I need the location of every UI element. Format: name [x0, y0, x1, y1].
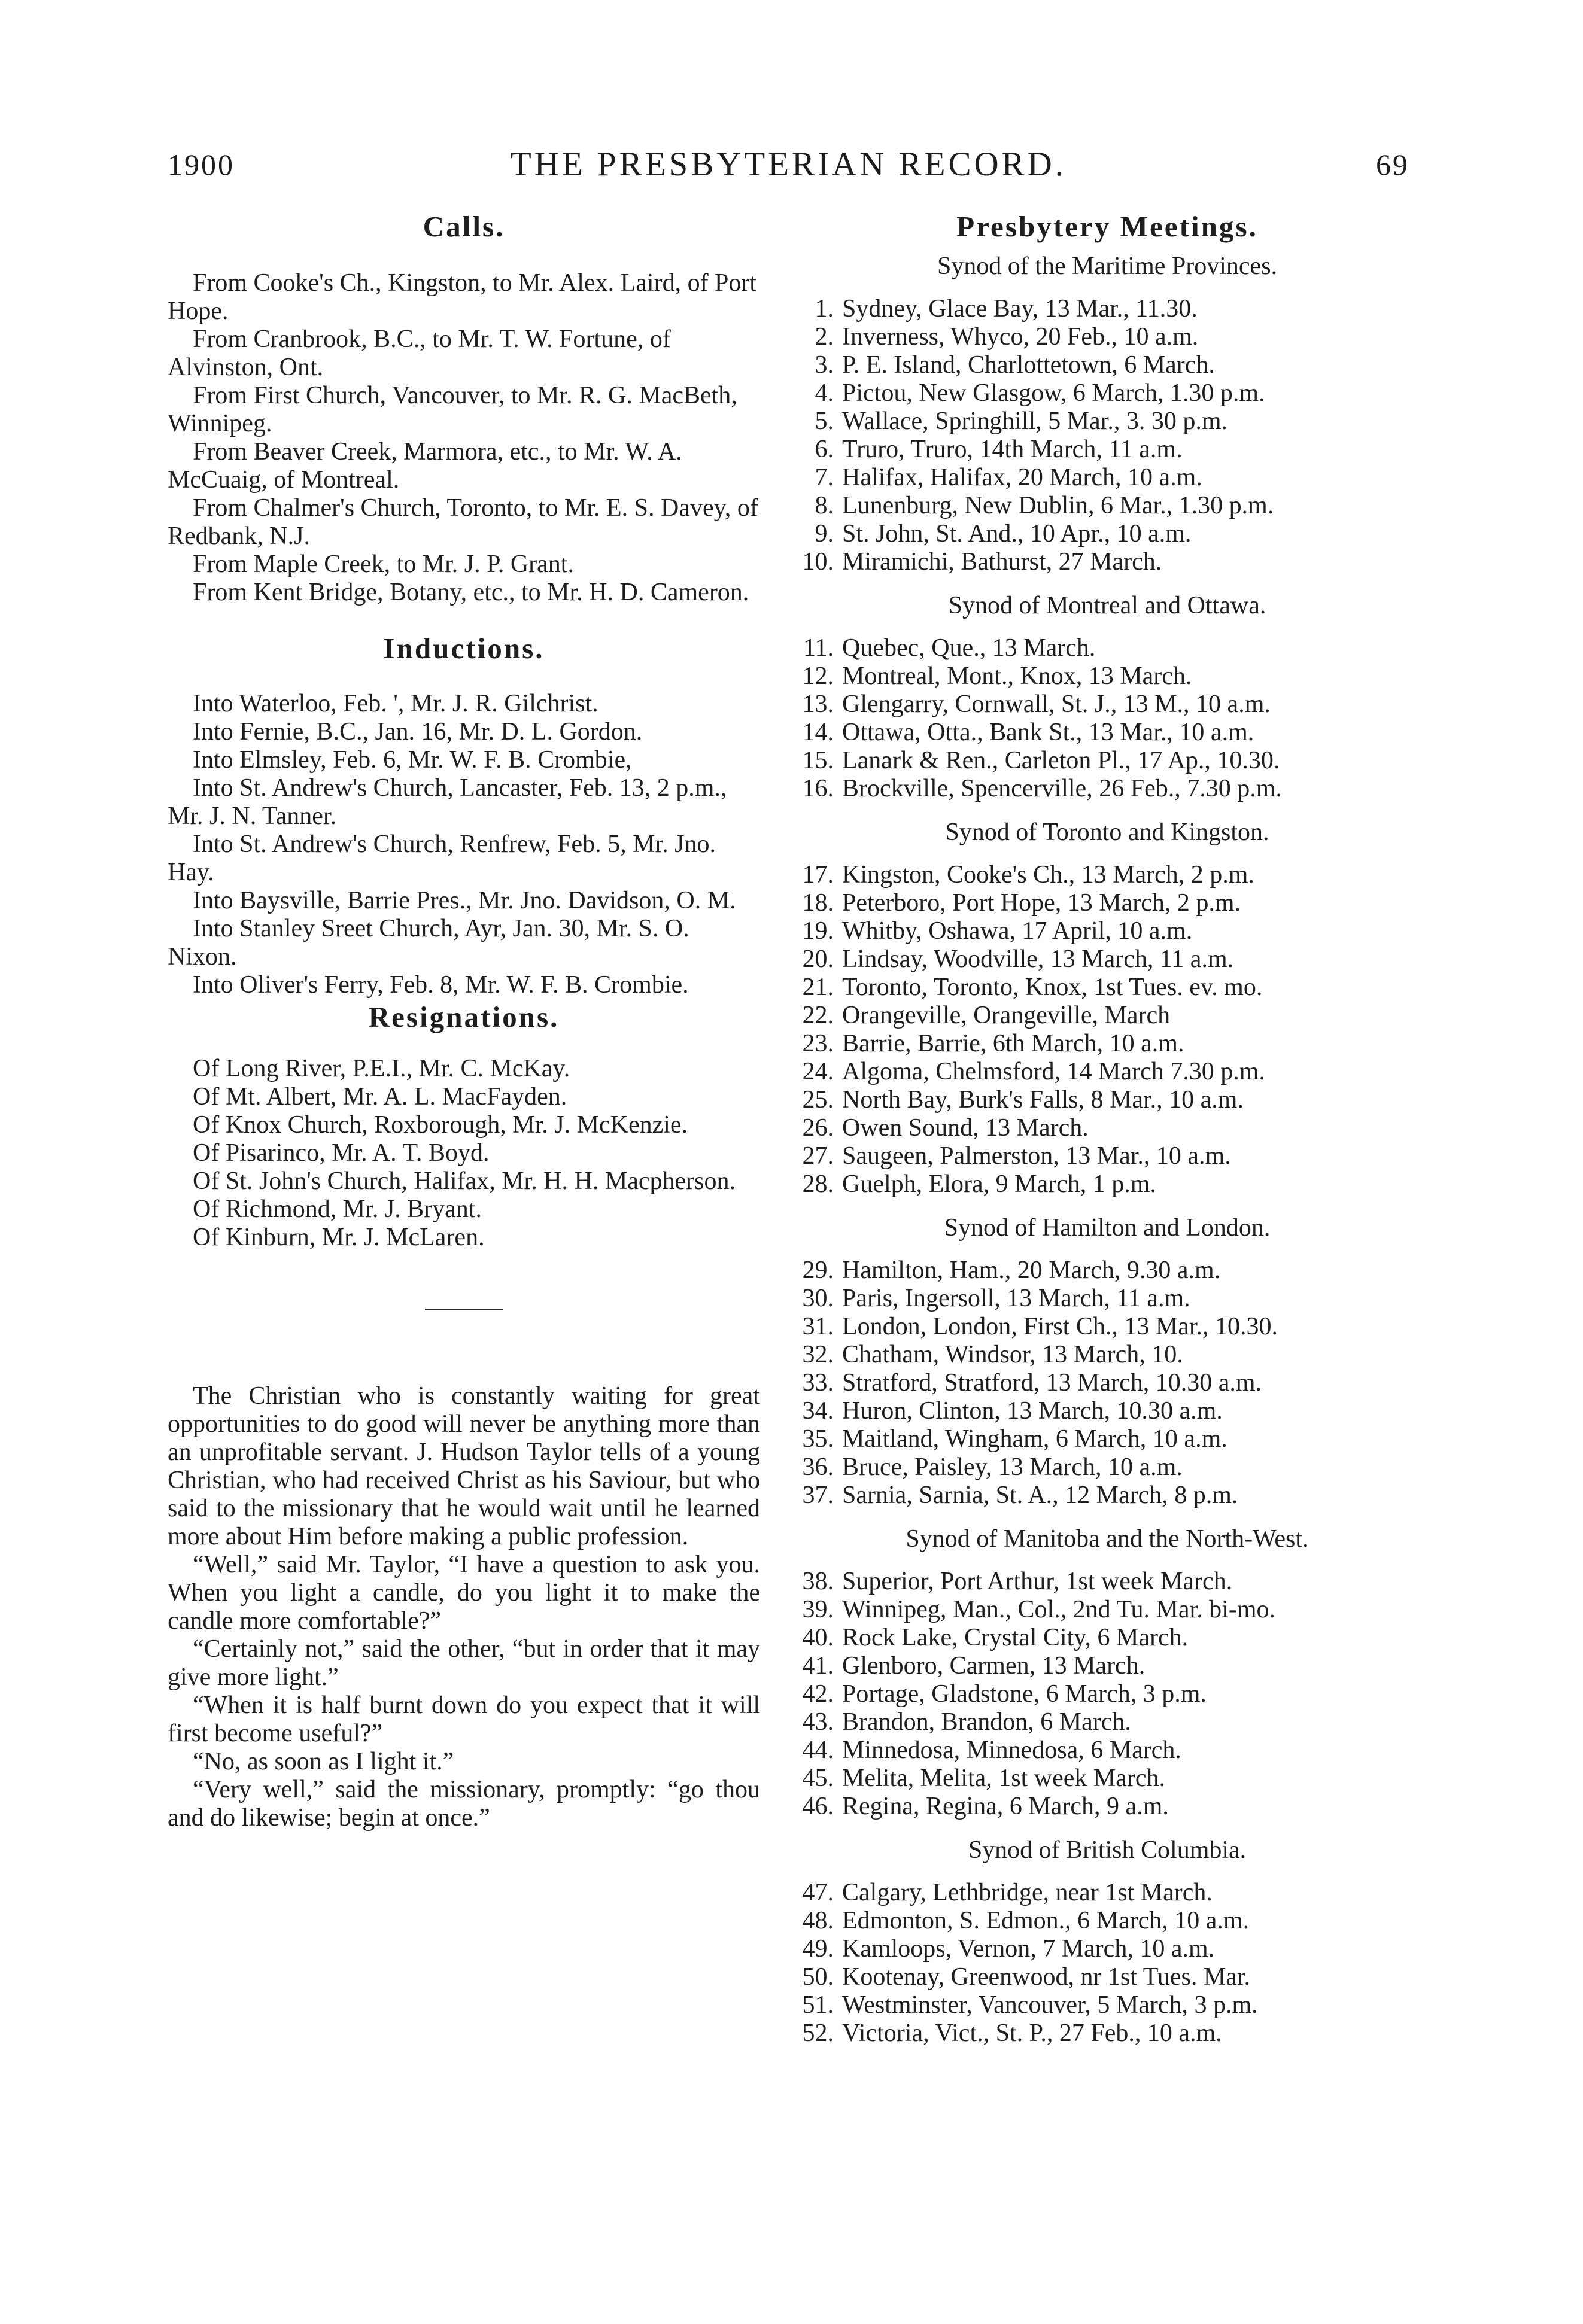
- right-column: [793, 212, 1421, 2048]
- meeting-item: [793, 1879, 1421, 1907]
- meeting-number: 14.: [802, 719, 834, 746]
- meeting-item: [793, 1058, 1421, 1086]
- meeting-number: 8.: [815, 492, 834, 519]
- meeting-item: [793, 1652, 1421, 1680]
- meeting-details: Edmonton, S. Edmon., 6 March, 10 a.m.: [842, 1907, 1250, 1934]
- meeting-details: Regina, Regina, 6 March, 9 a.m.: [842, 1793, 1169, 1820]
- meeting-list: [793, 1257, 1421, 1510]
- meeting-item: [793, 1170, 1421, 1198]
- meeting-details: Brockville, Spencerville, 26 Feb., 7.30 p.m.: [842, 775, 1282, 802]
- meeting-item: [793, 1736, 1421, 1765]
- meeting-details: Stratford, Stratford, 13 March, 10.30 a.m.: [842, 1369, 1262, 1397]
- meeting-item: [793, 1285, 1421, 1313]
- candle-story: [168, 1382, 760, 1832]
- meeting-item: [793, 861, 1421, 889]
- page-header: [168, 141, 1409, 188]
- meeting-details: Winnipeg, Man., Col., 2nd Tu. Mar. bi-mo.: [842, 1596, 1276, 1623]
- story-paragraph: “When it is half burnt down do you expect that it will first become useful?”: [168, 1692, 760, 1747]
- meeting-number: 30.: [802, 1285, 834, 1312]
- call-item: From Chalmer's Church, Toronto, to Mr. E. S. Davey, of Redbank, N.J.: [168, 494, 758, 550]
- meeting-item: [793, 1002, 1421, 1030]
- induction-item: Into Baysville, Barrie Pres., Mr. Jno. Davidson, O. M.: [193, 887, 736, 914]
- meeting-number: 29.: [802, 1257, 834, 1284]
- meeting-item: [793, 323, 1421, 351]
- meeting-number: 13.: [802, 690, 834, 718]
- call-item: From First Church, Vancouver, to Mr. R. G. MacBeth, Winnipeg.: [168, 382, 737, 437]
- meeting-number: 19.: [802, 917, 834, 945]
- synod-name: Synod of British Columbia.: [968, 1836, 1247, 1864]
- synod-name: Synod of Toronto and Kingston.: [945, 819, 1269, 846]
- meeting-details: Quebec, Que., 13 March.: [842, 634, 1096, 662]
- meeting-details: North Bay, Burk's Falls, 8 Mar., 10 a.m.: [842, 1086, 1244, 1114]
- induction-item: Into Stanley Sreet Church, Ayr, Jan. 30, Mr. S. O. Nixon.: [168, 915, 689, 971]
- synod-section: [793, 253, 1421, 576]
- call-item: From Maple Creek, to Mr. J. P. Grant.: [193, 550, 574, 578]
- meeting-item: [793, 662, 1421, 690]
- meeting-number: 51.: [802, 1991, 834, 2019]
- call-item: From Cranbrook, B.C., to Mr. T. W. Fortune, of Alvinston, Ont.: [168, 326, 671, 381]
- meeting-item: [793, 1369, 1421, 1397]
- meeting-details: Brandon, Brandon, 6 March.: [842, 1708, 1131, 1736]
- meeting-item: [793, 1453, 1421, 1482]
- presbytery-meetings-heading: Presbytery Meetings.: [956, 210, 1258, 243]
- meeting-number: 47.: [802, 1879, 834, 1906]
- meeting-details: Chatham, Windsor, 13 March, 10.: [842, 1341, 1183, 1368]
- meeting-number: 10.: [802, 548, 834, 576]
- meeting-item: [793, 917, 1421, 945]
- meeting-number: 41.: [802, 1652, 834, 1680]
- meeting-number: 50.: [802, 1963, 834, 1991]
- meeting-details: Guelph, Elora, 9 March, 1 p.m.: [842, 1170, 1156, 1198]
- meeting-number: 52.: [802, 2019, 834, 2047]
- meeting-item: [793, 492, 1421, 520]
- meeting-number: 37.: [802, 1482, 834, 1509]
- meeting-details: Calgary, Lethbridge, near 1st March.: [842, 1879, 1213, 1906]
- meeting-details: Kootenay, Greenwood, nr 1st Tues. Mar.: [842, 1963, 1251, 1991]
- meeting-number: 5.: [815, 407, 834, 435]
- synod-name: Synod of Montreal and Ottawa.: [948, 592, 1266, 619]
- meeting-details: Glengarry, Cornwall, St. J., 13 M., 10 a.m.: [842, 690, 1271, 718]
- meeting-list: [793, 1879, 1421, 2048]
- meeting-number: 38.: [802, 1568, 834, 1595]
- synod-name: Synod of Hamilton and London.: [944, 1214, 1271, 1242]
- meeting-details: St. John, St. And., 10 Apr., 10 a.m.: [842, 520, 1192, 547]
- meeting-details: Wallace, Springhill, 5 Mar., 3. 30 p.m.: [842, 407, 1228, 435]
- meeting-details: Barrie, Barrie, 6th March, 10 a.m.: [842, 1030, 1184, 1057]
- meeting-item: [793, 1257, 1421, 1285]
- meeting-item: [793, 407, 1421, 436]
- meeting-item: [793, 1624, 1421, 1652]
- induction-item: Into Elmsley, Feb. 6, Mr. W. F. B. Crombie,: [193, 746, 632, 774]
- meeting-number: 31.: [802, 1313, 834, 1340]
- meeting-item: [793, 1482, 1421, 1510]
- meeting-details: Owen Sound, 13 March.: [842, 1114, 1089, 1142]
- meeting-number: 11.: [803, 634, 834, 662]
- meeting-item: [793, 889, 1421, 917]
- header-page-number: 69: [1376, 148, 1409, 181]
- meeting-item: [793, 1397, 1421, 1425]
- synod-section: [793, 819, 1421, 1198]
- meeting-item: [793, 1963, 1421, 1991]
- meeting-number: 40.: [802, 1624, 834, 1651]
- header-year: 1900: [168, 148, 235, 181]
- meeting-number: 48.: [802, 1907, 834, 1934]
- story-paragraph: The Christian who is constantly waiting for great opportunities to do good will never be anything more than an unprofitable servant. J. Hudson Taylor tells of a young Christian, who had received Christ as his Saviour, but who said to the missionary that he would wait until he learned more about Him before making a public profession.: [168, 1382, 760, 1550]
- meeting-details: Minnedosa, Minnedosa, 6 March.: [842, 1736, 1181, 1764]
- story-paragraph: “Certainly not,” said the other, “but in order that it may give more light.”: [168, 1635, 760, 1691]
- meeting-details: Miramichi, Bathurst, 27 March.: [842, 548, 1162, 576]
- meeting-details: Lindsay, Woodville, 13 March, 11 a.m.: [842, 945, 1234, 973]
- meeting-details: Kamloops, Vernon, 7 March, 10 a.m.: [842, 1935, 1215, 1963]
- header-title: THE PRESBYTERIAN RECORD.: [510, 145, 1067, 183]
- meeting-item: [793, 295, 1421, 323]
- meeting-number: 43.: [802, 1708, 834, 1736]
- meeting-details: Montreal, Mont., Knox, 13 March.: [842, 662, 1192, 690]
- meeting-details: Orangeville, Orangeville, March: [842, 1002, 1171, 1029]
- resignation-item: Of Richmond, Mr. J. Bryant.: [193, 1196, 482, 1223]
- inductions-list: [168, 690, 760, 999]
- meeting-item: [793, 548, 1421, 576]
- call-item: From Cooke's Ch., Kingston, to Mr. Alex. Laird, of Port Hope.: [168, 269, 757, 325]
- meeting-number: 22.: [802, 1002, 834, 1029]
- meeting-number: 24.: [802, 1058, 834, 1085]
- meeting-details: Toronto, Toronto, Knox, 1st Tues. ev. mo.: [842, 974, 1263, 1001]
- meeting-number: 21.: [802, 974, 834, 1001]
- meeting-number: 16.: [802, 775, 834, 802]
- meeting-details: London, London, First Ch., 13 Mar., 10.30.: [842, 1313, 1278, 1340]
- meeting-item: [793, 634, 1421, 662]
- meeting-item: [793, 1765, 1421, 1793]
- meeting-item: [793, 1086, 1421, 1114]
- meeting-number: 33.: [802, 1369, 834, 1397]
- resignations-heading: Resignations.: [368, 1000, 560, 1033]
- induction-item: Into Oliver's Ferry, Feb. 8, Mr. W. F. B. Crombie.: [193, 971, 689, 999]
- meeting-list: [793, 861, 1421, 1198]
- meeting-item: [793, 1596, 1421, 1624]
- meeting-details: Ottawa, Otta., Bank St., 13 Mar., 10 a.m.: [842, 719, 1254, 746]
- meeting-number: 45.: [802, 1765, 834, 1792]
- meeting-number: 7.: [815, 464, 834, 491]
- meeting-number: 42.: [802, 1680, 834, 1708]
- meeting-details: Rock Lake, Crystal City, 6 March.: [842, 1624, 1189, 1651]
- meeting-number: 1.: [815, 295, 834, 323]
- meeting-item: [793, 1935, 1421, 1963]
- resignation-item: Of Pisarinco, Mr. A. T. Boyd.: [193, 1139, 490, 1167]
- meeting-details: Maitland, Wingham, 6 March, 10 a.m.: [842, 1425, 1227, 1453]
- meeting-number: 3.: [815, 351, 834, 379]
- meeting-number: 20.: [802, 945, 834, 973]
- calls-list: [168, 269, 760, 607]
- meeting-number: 2.: [815, 323, 834, 351]
- meeting-number: 44.: [802, 1736, 834, 1764]
- meeting-number: 26.: [802, 1114, 834, 1142]
- meeting-item: [793, 1793, 1421, 1821]
- synod-section: [793, 1836, 1421, 2048]
- meeting-number: 27.: [802, 1142, 834, 1170]
- induction-item: Into Waterloo, Feb. ', Mr. J. R. Gilchrist.: [193, 690, 598, 717]
- meeting-details: Paris, Ingersoll, 13 March, 11 a.m.: [842, 1285, 1190, 1312]
- meeting-details: Huron, Clinton, 13 March, 10.30 a.m.: [842, 1397, 1223, 1425]
- meeting-details: Sarnia, Sarnia, St. A., 12 March, 8 p.m.: [842, 1482, 1238, 1509]
- meeting-number: 28.: [802, 1170, 834, 1198]
- meeting-details: Lanark & Ren., Carleton Pl., 17 Ap., 10.30.: [842, 747, 1280, 774]
- meeting-item: [793, 351, 1421, 379]
- meeting-details: Melita, Melita, 1st week March.: [842, 1765, 1166, 1792]
- meeting-item: [793, 464, 1421, 492]
- meeting-details: Victoria, Vict., St. P., 27 Feb., 10 a.m.: [842, 2019, 1222, 2047]
- resignation-item: Of Long River, P.E.I., Mr. C. McKay.: [193, 1055, 570, 1082]
- synod-section: [793, 1214, 1421, 1510]
- meeting-list: [793, 1568, 1421, 1821]
- meeting-item: [793, 1907, 1421, 1935]
- meeting-number: 6.: [815, 436, 834, 463]
- meeting-details: Algoma, Chelmsford, 14 March 7.30 p.m.: [842, 1058, 1265, 1085]
- meeting-item: [793, 436, 1421, 464]
- induction-item: Into St. Andrew's Church, Renfrew, Feb. 5, Mr. Jno. Hay.: [168, 831, 716, 886]
- meeting-number: 25.: [802, 1086, 834, 1114]
- meeting-details: Glenboro, Carmen, 13 March.: [842, 1652, 1146, 1680]
- synod-section: [793, 1525, 1421, 1821]
- meeting-item: [793, 1680, 1421, 1708]
- meeting-item: [793, 1142, 1421, 1170]
- meeting-number: 9.: [815, 520, 834, 547]
- meeting-details: Sydney, Glace Bay, 13 Mar., 11.30.: [842, 295, 1198, 323]
- meeting-details: Lunenburg, New Dublin, 6 Mar., 1.30 p.m.: [842, 492, 1274, 519]
- meeting-item: [793, 747, 1421, 775]
- meeting-number: 46.: [802, 1793, 834, 1820]
- meeting-details: Pictou, New Glasgow, 6 March, 1.30 p.m.: [842, 379, 1265, 407]
- meeting-item: [793, 719, 1421, 747]
- meeting-details: Halifax, Halifax, 20 March, 10 a.m.: [842, 464, 1202, 491]
- meeting-item: [793, 945, 1421, 974]
- meeting-item: [793, 1030, 1421, 1058]
- meeting-details: P. E. Island, Charlottetown, 6 March.: [842, 351, 1215, 379]
- meeting-details: Saugeen, Palmerston, 13 Mar., 10 a.m.: [842, 1142, 1231, 1170]
- story-paragraph: “Well,” said Mr. Taylor, “I have a question to ask you. When you light a candle, do you light it to make the candle more comfortable?”: [168, 1551, 760, 1635]
- section-divider: [425, 1309, 503, 1310]
- meeting-list: [793, 295, 1421, 576]
- meeting-item: [793, 1114, 1421, 1142]
- meeting-details: Hamilton, Ham., 20 March, 9.30 a.m.: [842, 1257, 1221, 1284]
- meeting-item: [793, 520, 1421, 548]
- resignation-item: Of Kinburn, Mr. J. McLaren.: [193, 1224, 485, 1251]
- meeting-item: [793, 1708, 1421, 1736]
- meeting-number: 18.: [802, 889, 834, 917]
- meeting-number: 49.: [802, 1935, 834, 1963]
- resignation-item: Of Mt. Albert, Mr. A. L. MacFayden.: [193, 1083, 567, 1111]
- meeting-number: 34.: [802, 1397, 834, 1425]
- story-paragraph: “Very well,” said the missionary, promptly: “go thou and do likewise; begin at once.”: [168, 1776, 760, 1832]
- meeting-item: [793, 2019, 1421, 2048]
- meeting-number: 39.: [802, 1596, 834, 1623]
- meeting-item: [793, 1568, 1421, 1596]
- meeting-number: 12.: [802, 662, 834, 690]
- meeting-details: Kingston, Cooke's Ch., 13 March, 2 p.m.: [842, 861, 1254, 889]
- meeting-number: 17.: [802, 861, 834, 889]
- meeting-details: Truro, Truro, 14th March, 11 a.m.: [842, 436, 1183, 463]
- story-paragraph: “No, as soon as I light it.”: [193, 1748, 454, 1775]
- left-column: [168, 212, 760, 1832]
- meeting-number: 32.: [802, 1341, 834, 1368]
- meeting-number: 15.: [802, 747, 834, 774]
- meeting-number: 36.: [802, 1453, 834, 1481]
- resignation-item: Of Knox Church, Roxborough, Mr. J. McKenzie.: [193, 1111, 688, 1139]
- resignation-item: Of St. John's Church, Halifax, Mr. H. H. Macpherson.: [193, 1167, 736, 1195]
- meeting-item: [793, 379, 1421, 407]
- meeting-details: Inverness, Whyco, 20 Feb., 10 a.m.: [842, 323, 1199, 351]
- meeting-item: [793, 1991, 1421, 2019]
- meeting-item: [793, 690, 1421, 719]
- call-item: From Kent Bridge, Botany, etc., to Mr. H. D. Cameron.: [193, 579, 749, 606]
- meeting-item: [793, 1313, 1421, 1341]
- meeting-number: 35.: [802, 1425, 834, 1453]
- induction-item: Into St. Andrew's Church, Lancaster, Feb. 13, 2 p.m., Mr. J. N. Tanner.: [168, 774, 727, 830]
- meeting-item: [793, 775, 1421, 803]
- call-item: From Beaver Creek, Marmora, etc., to Mr. W. A. McCuaig, of Montreal.: [168, 438, 682, 494]
- meeting-details: Superior, Port Arthur, 1st week March.: [842, 1568, 1233, 1595]
- synod-name: Synod of Manitoba and the North-West.: [906, 1525, 1309, 1553]
- induction-item: Into Fernie, B.C., Jan. 16, Mr. D. L. Gordon.: [193, 718, 643, 746]
- meeting-details: Peterboro, Port Hope, 13 March, 2 p.m.: [842, 889, 1241, 917]
- synod-list: [793, 253, 1421, 2048]
- meeting-details: Whitby, Oshawa, 17 April, 10 a.m.: [842, 917, 1193, 945]
- inductions-heading: Inductions.: [383, 632, 545, 665]
- meeting-details: Bruce, Paisley, 13 March, 10 a.m.: [842, 1453, 1183, 1481]
- meeting-number: 23.: [802, 1030, 834, 1057]
- meeting-number: 4.: [815, 379, 834, 407]
- meeting-details: Westminster, Vancouver, 5 March, 3 p.m.: [842, 1991, 1258, 2019]
- meeting-item: [793, 1425, 1421, 1453]
- synod-section: [793, 592, 1421, 803]
- meeting-item: [793, 974, 1421, 1002]
- synod-name: Synod of the Maritime Provinces.: [937, 253, 1278, 280]
- resignations-list: [168, 1055, 760, 1252]
- meeting-list: [793, 634, 1421, 803]
- meeting-item: [793, 1341, 1421, 1369]
- meeting-details: Portage, Gladstone, 6 March, 3 p.m.: [842, 1680, 1207, 1708]
- calls-heading: Calls.: [423, 210, 505, 243]
